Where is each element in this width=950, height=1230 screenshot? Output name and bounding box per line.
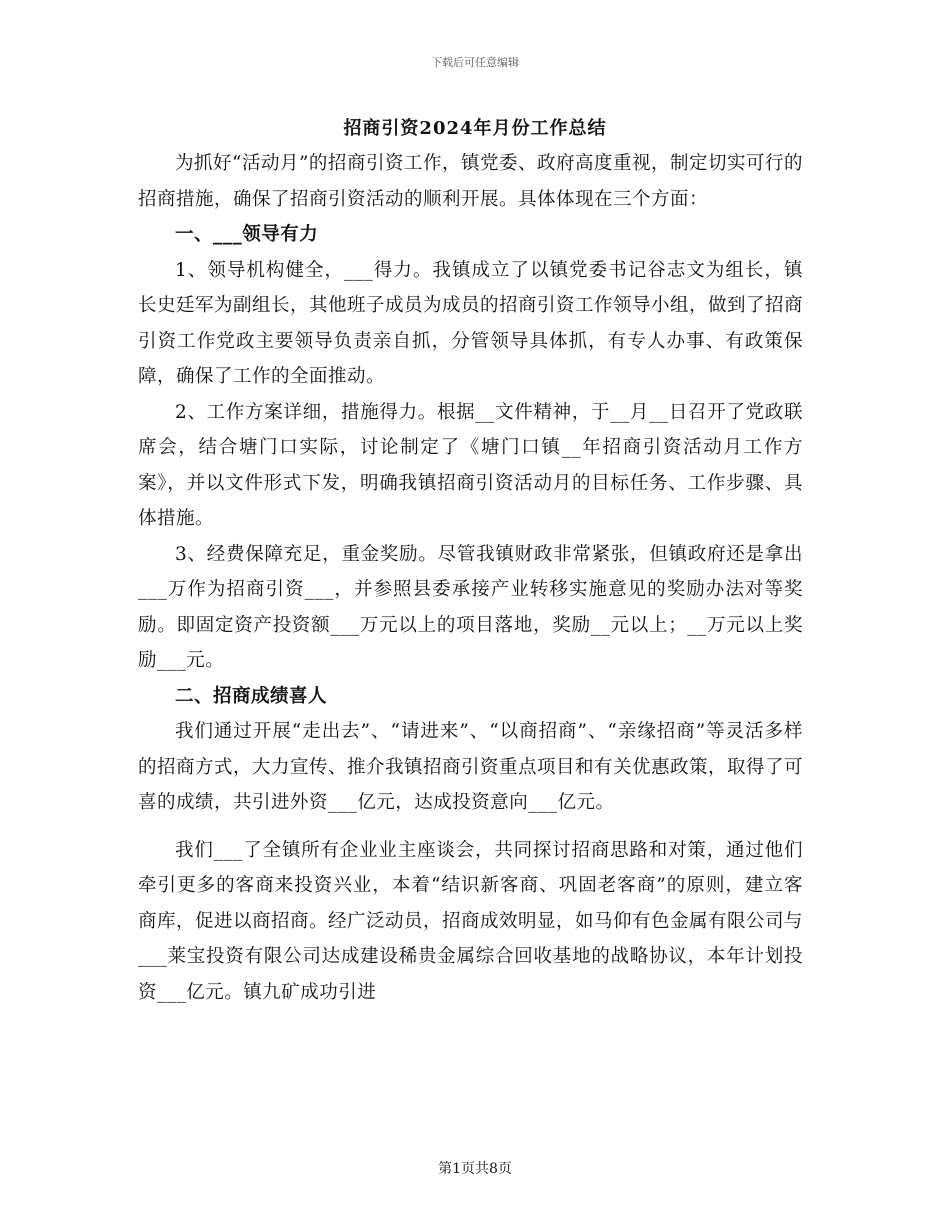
page-header-note: 下载后可任意编辑	[431, 56, 519, 69]
section-2-paragraph-1: 我们通过开展“走出去”、“请进来”、“以商招商”、“亲缘招商”等灵活多样的招商方式，大力宣传、推介我镇招商引资重点项目和有关优惠政策，取得了可喜的成绩，共引进外资___亿元，达成投资意向___亿元。	[138, 721, 804, 813]
section-1-paragraph-1: 1、领导机构健全，___得力。我镇成立了以镇党委书记谷志文为组长，镇长史廷军为副组长，其他班子成员为成员的招商引资工作领导小组，做到了招商引资工作党政主要领导负责亲自抓，分管领导具体抓，有专人办事、有政策保障，确保了工作的全面推动。	[138, 259, 804, 387]
paragraph-gap	[138, 821, 803, 833]
section-1-heading: 一、___领导有力	[175, 224, 319, 245]
page-footer: 第1页共8页	[438, 1161, 512, 1177]
document-title: 招商引资2024年月份工作总结	[343, 118, 607, 139]
section-1-paragraph-3: 3、经费保障充足，重金奖励。尽管我镇财政非常紧张，但镇政府还是拿出___万作为招商引资___，并参照县委承接产业转移实施意见的奖励办法对等奖励。即固定资产投资额___万元以上的项目落地，奖励__元以上；__万元以上奖励___元。	[138, 543, 803, 671]
intro-paragraph: 为抓好“活动月”的招商引资工作，镇党委、政府高度重视，制定切实可行的招商措施，确保了招商引资活动的顺利开展。具体体现在三个方面：	[138, 153, 803, 210]
document-body	[138, 146, 803, 1010]
section-2-heading: 二、招商成绩喜人	[175, 685, 328, 707]
section-2-paragraph-2: 我们___了全镇所有企业业主座谈会，共同探讨招商思路和对策，通过他们牵引更多的客商来投资兴业，本着“结识新客商、巩固老客商”的原则，建立客商库，促进以商招商。经广泛动员，招商成效明显，如马仰有色金属有限公司与___莱宝投资有限公司达成建设稀贵金属综合回收基地的战略协议，本年计划投资___亿元。镇九矿成功引进	[138, 839, 804, 1003]
section-1-paragraph-2: 2、工作方案详细，措施得力。根据__文件精神，于__月__日召开了党政联席会，结合塘门口实际，讨论制定了《塘门口镇__年招商引资活动月工作方案》，并以文件形式下发，明确我镇招商引资活动月的目标任务、工作步骤、具体措施。	[138, 401, 803, 529]
